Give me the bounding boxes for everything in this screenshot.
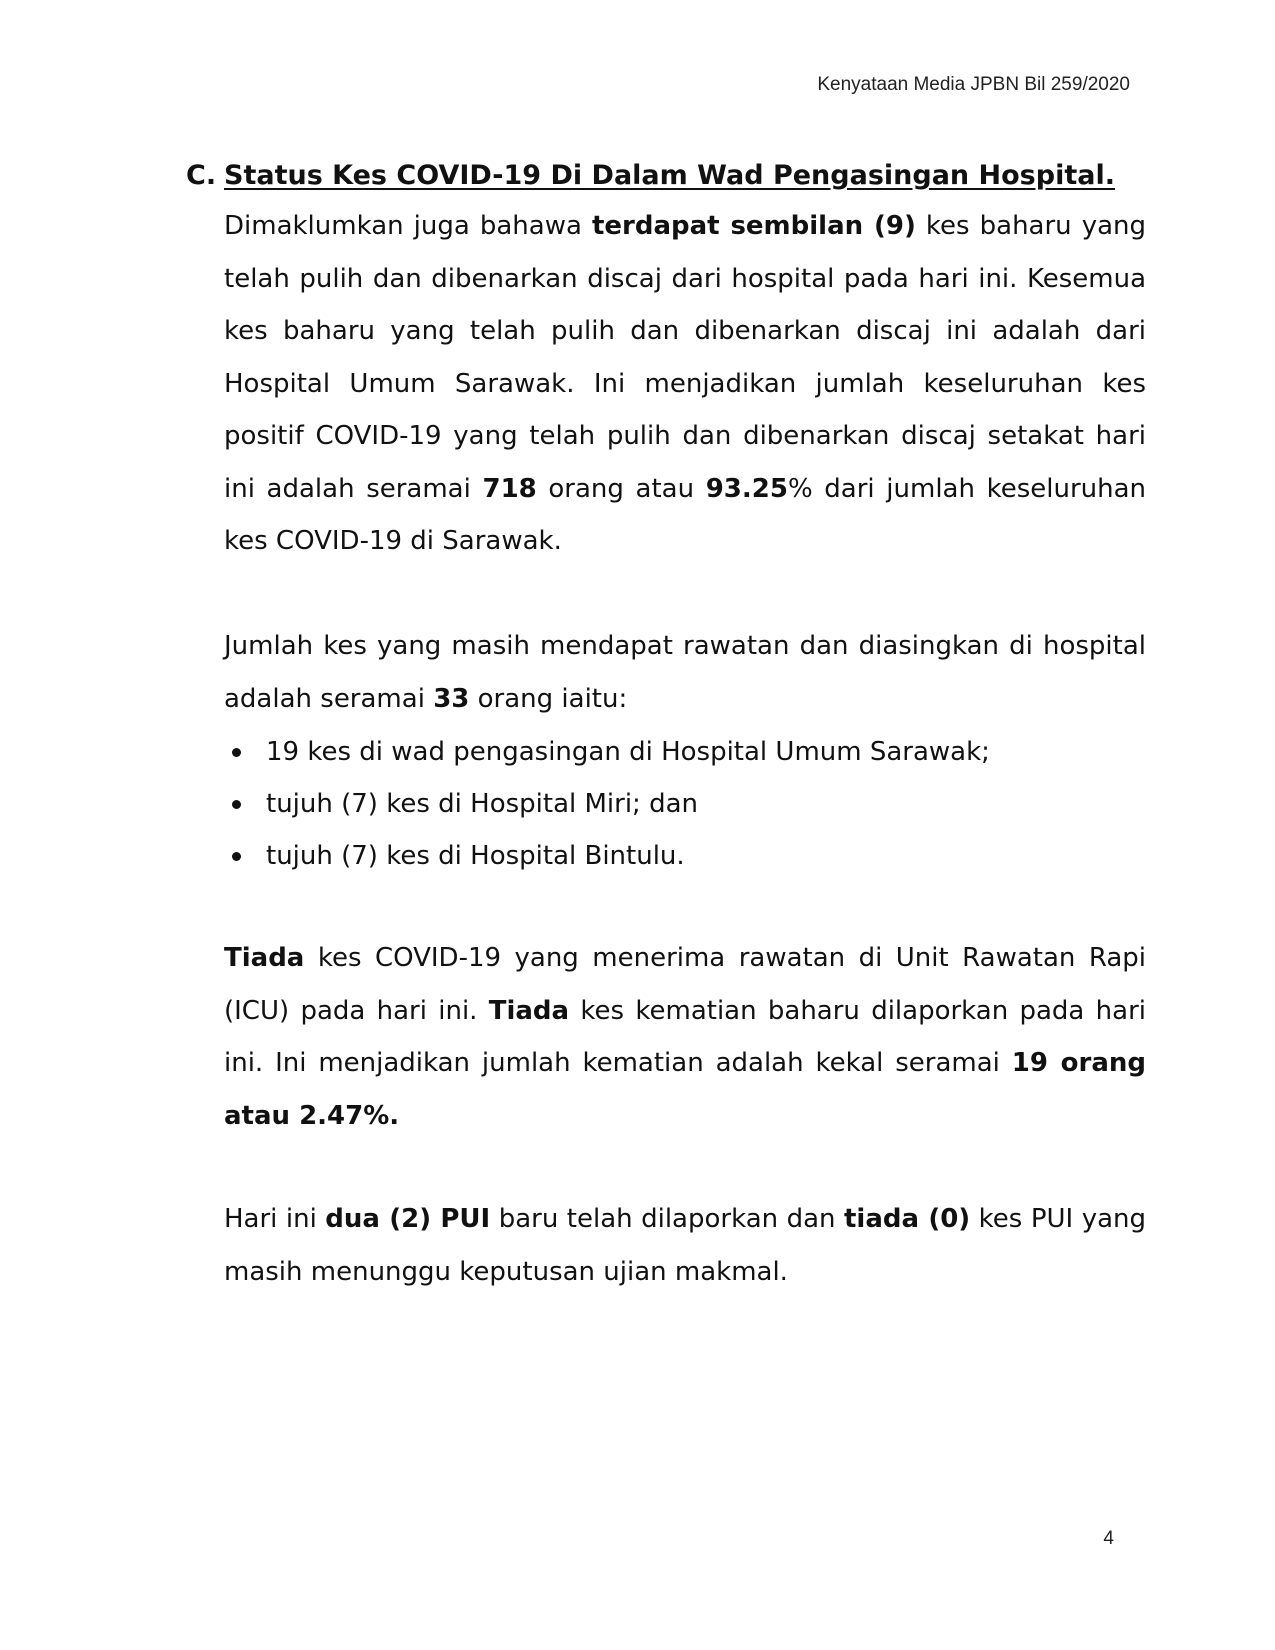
bold-text: dua (2) PUI — [325, 1204, 491, 1234]
page-number: 4 — [1103, 1528, 1114, 1549]
page-header: Kenyataan Media JPBN Bil 259/2020 — [817, 74, 1130, 95]
paragraph-text: Jumlah kes yang masih mendapat rawatan dan diasingkan di hospital adalah seramai — [224, 631, 1146, 714]
bold-text: Tiada — [224, 943, 305, 973]
paragraph-pui — [224, 1193, 1146, 1298]
paragraph-text: orang iaitu: — [469, 683, 628, 714]
list-item — [224, 726, 1146, 778]
bold-text: terdapat sembilan (9) — [591, 211, 916, 241]
paragraph-text: kes COVID-19 yang menerima rawatan di Unit Rawatan Rapi (ICU) pada hari ini. — [224, 943, 1146, 1026]
bold-text: tiada (0) — [844, 1204, 971, 1234]
bullet-icon — [232, 852, 241, 861]
paragraph-text: Dimaklumkan juga bahawa — [224, 211, 592, 241]
paragraph-recovered — [224, 200, 1146, 568]
hospital-list — [224, 726, 1146, 882]
bold-text: 33 — [433, 683, 470, 714]
section-letter: C. — [186, 160, 217, 191]
list-item — [224, 778, 1146, 830]
list-item-text: 19 kes di wad pengasingan di Hospital Umum Sarawak; — [266, 737, 990, 767]
bold-text: 93.25 — [705, 473, 788, 504]
bold-text: 718 — [482, 473, 537, 504]
bold-text: Tiada — [488, 995, 570, 1026]
list-item-text: tujuh (7) kes di Hospital Miri; dan — [266, 789, 698, 819]
bullet-icon — [232, 800, 241, 809]
paragraph-icu-deaths — [224, 932, 1146, 1142]
paragraph-text: % dari jumlah keseluruhan kes COVID-19 di Sarawak. — [224, 473, 1147, 556]
paragraph-text: kes baharu yang telah pulih dan dibenarkan discaj dari hospital pada hari ini. Kesemua kes baharu yang telah pulih dan dibenarkan discaj ini adalah dari Hospital Umum Sarawak. Ini menjadikan jumlah keseluruhan kes positif COVID-19 yang telah pulih dan dibenarkan discaj setakat hari ini adalah seramai — [224, 211, 1147, 504]
section-title: Status Kes COVID-19 Di Dalam Wad Pengasingan Hospital. — [224, 160, 1115, 191]
paragraph-in-treatment — [224, 620, 1146, 725]
paragraph-text: kes kematian baharu dilaporkan pada hari ini. Ini menjadikan jumlah kematian adalah kekal seramai — [224, 995, 1146, 1078]
bullet-icon — [232, 748, 241, 757]
bold-text: 19 orang atau 2.47%. — [224, 1048, 1146, 1131]
list-item-text: tujuh (7) kes di Hospital Bintulu. — [266, 841, 685, 871]
section-heading — [186, 156, 1136, 196]
paragraph-text: orang atau — [536, 473, 706, 504]
paragraph-text: Hari ini — [224, 1204, 326, 1234]
list-item — [224, 830, 1146, 882]
paragraph-text: baru telah dilaporkan dan — [490, 1204, 844, 1234]
paragraph-text: kes PUI yang masih menunggu keputusan ujian makmal. — [224, 1204, 1146, 1287]
